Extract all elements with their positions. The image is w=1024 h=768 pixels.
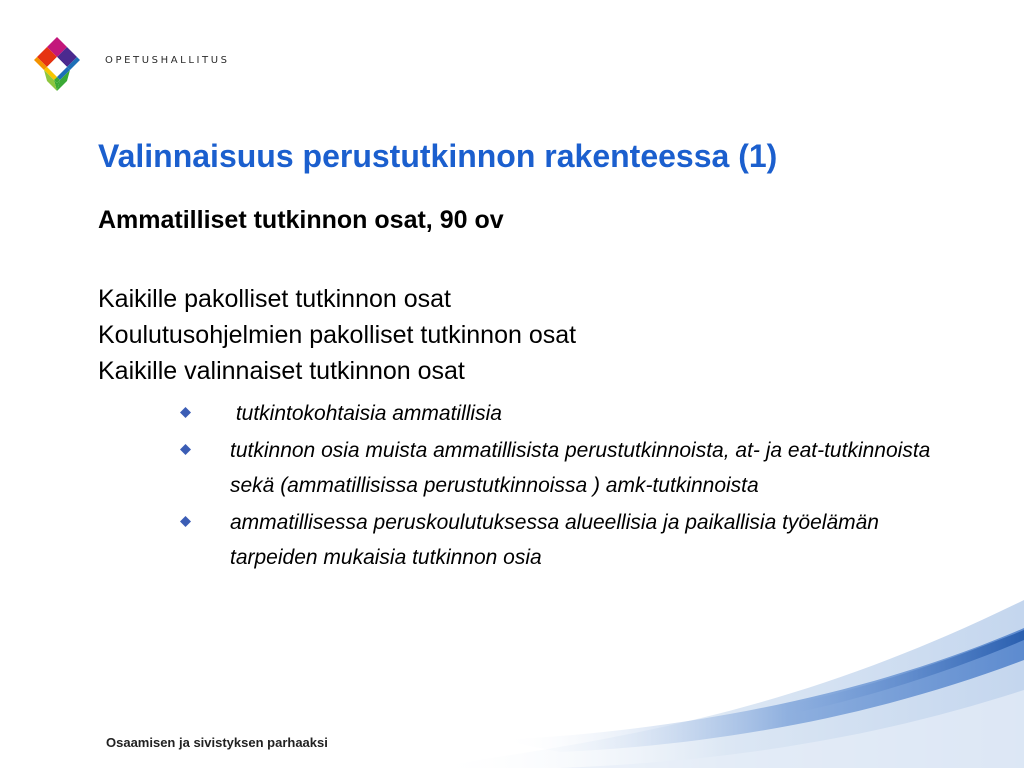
- footer-tagline: Osaamisen ja sivistyksen parhaaksi: [106, 735, 328, 750]
- diamond-bullet-icon: [180, 444, 191, 455]
- organization-name: OPETUSHALLITUS: [105, 55, 230, 66]
- diamond-bullet-icon: [180, 516, 191, 527]
- bullet-item: [178, 433, 975, 503]
- bullet-item: [178, 505, 975, 575]
- bullet-text: tutkinnon osia muista ammatillisista perustutkinnoista, at- ja eat-tutkinnoista sekä (ammatillisissa perustutkinnoissa ) amk-tutkinnoista: [230, 439, 931, 497]
- bullet-text: ammatillisessa peruskoulutuksessa alueellisia ja paikallisia työelämän tarpeiden mukaisia tutkinnon osia: [230, 511, 879, 569]
- opetushallitus-logo-icon: [34, 34, 80, 92]
- body-lines: [98, 281, 576, 389]
- diamond-bullet-icon: [180, 407, 191, 418]
- bullet-list: [178, 396, 975, 577]
- bullet-item: [178, 396, 975, 431]
- body-line: Koulutusohjelmien pakolliset tutkinnon osat: [98, 321, 577, 349]
- body-line: Kaikille pakolliset tutkinnon osat: [98, 285, 451, 313]
- slide-title: Valinnaisuus perustutkinnon rakenteessa (1): [98, 138, 778, 174]
- body-line: Kaikille valinnaiset tutkinnon osat: [98, 357, 465, 385]
- slide-subtitle: Ammatilliset tutkinnon osat, 90 ov: [98, 206, 504, 234]
- bullet-text: tutkintokohtaisia ammatillisia: [230, 402, 502, 425]
